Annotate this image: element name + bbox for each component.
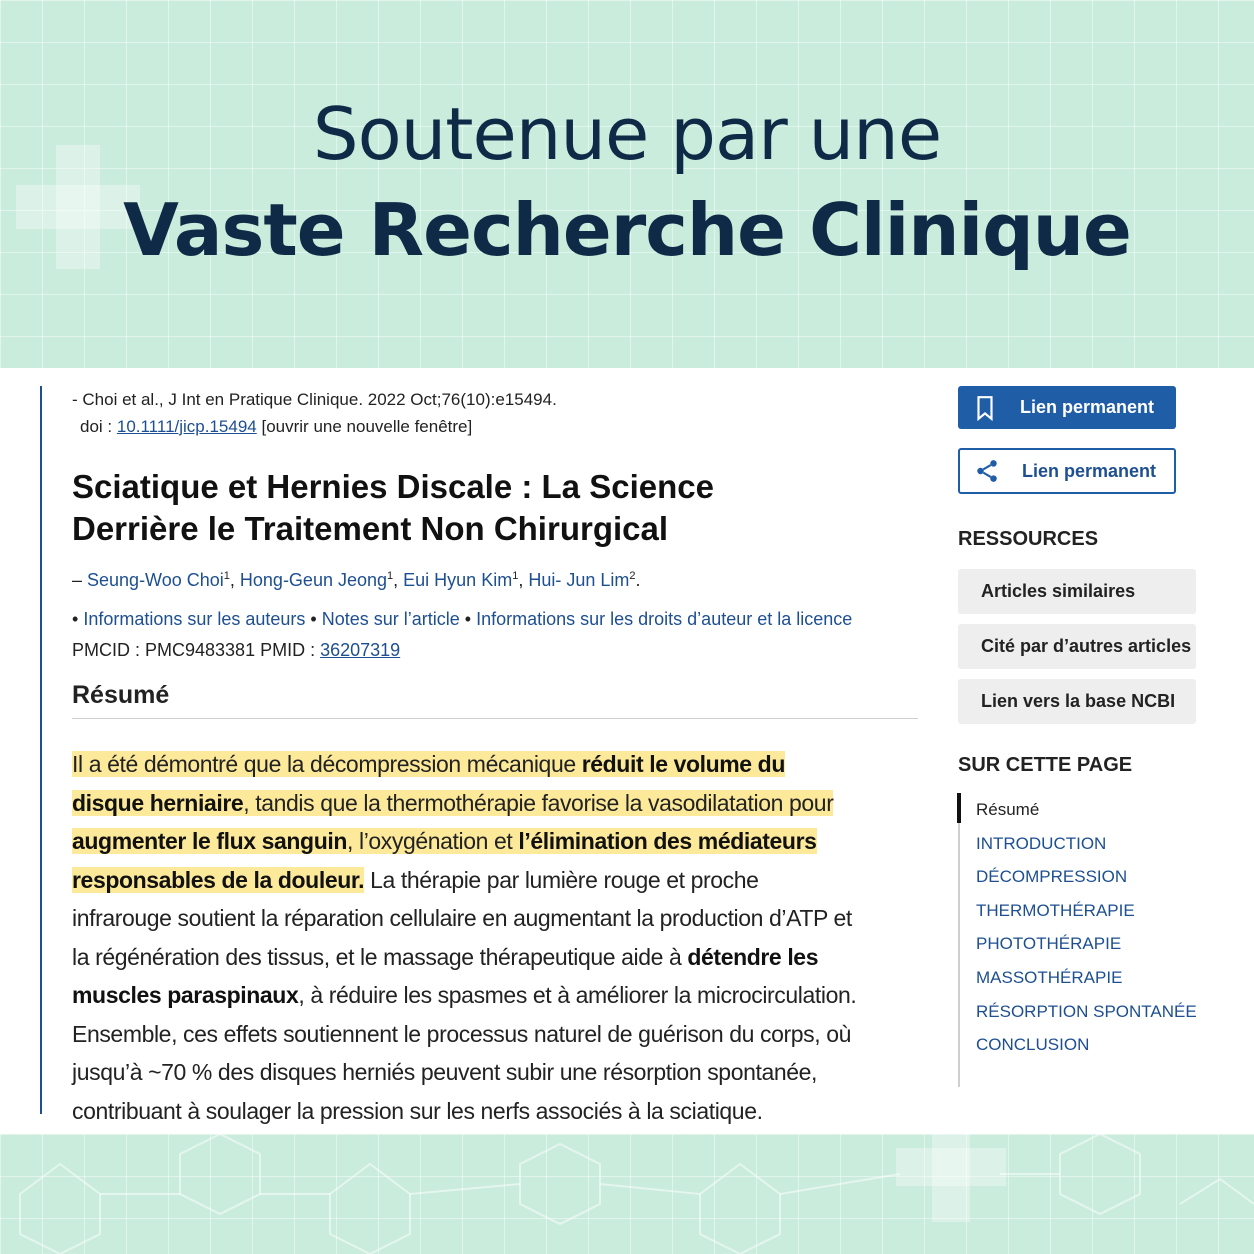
- table-of-contents: [958, 793, 1198, 1087]
- author-affil: 1: [223, 570, 230, 582]
- cited-by-button[interactable]: Cité par d’autres articles: [958, 624, 1196, 669]
- molecule-pattern-decoration: [0, 1134, 1254, 1254]
- author-affil: 2: [629, 570, 636, 582]
- toc-item-massotherapie[interactable]: MASSOTHÉRAPIE: [976, 967, 1123, 987]
- abstract-part: , tandis que la thermothérapie favorise la vasodilatation pour: [243, 789, 834, 816]
- article-panel: [0, 368, 1254, 1134]
- abstract-bold: l’élimination des médiateurs responsables de la douleur.: [72, 828, 817, 893]
- toc-item-introduction[interactable]: INTRODUCTION: [976, 833, 1107, 853]
- ncbi-link-button[interactable]: Lien vers la base NCBI: [958, 679, 1196, 724]
- toc-item-decompression[interactable]: DÉCOMPRESSION: [976, 867, 1128, 887]
- abstract-bold: augmenter le flux sanguin: [72, 828, 347, 854]
- toc-current-indicator: [957, 793, 961, 823]
- license-info-link[interactable]: Informations sur les droits d’auteur et la licence: [476, 609, 853, 629]
- toc-item-resorption[interactable]: RÉSORPTION SPONTANÉE: [976, 1001, 1197, 1021]
- hero-title-line1: Soutenue par une: [312, 92, 942, 176]
- toc-item-phototherapie[interactable]: PHOTOTHÉRAPIE: [976, 934, 1122, 954]
- pmcid-label: PMCID : PMC9483381 PMID :: [72, 640, 321, 660]
- doi-suffix: [ouvrir une nouvelle fenêtre]: [256, 417, 473, 436]
- abstract-text: [72, 745, 862, 1130]
- hero-title-line2: Vaste Recherche Clinique: [123, 188, 1131, 272]
- medical-cross-decoration: [896, 1112, 1006, 1222]
- permalink-label: Lien permanent: [1020, 397, 1155, 417]
- resources-heading: RESSOURCES: [958, 528, 1099, 550]
- pmid-link[interactable]: 36207319: [320, 640, 401, 660]
- toc-heading: SUR CETTE PAGE: [958, 754, 1133, 776]
- similar-articles-button[interactable]: Articles similaires: [958, 569, 1196, 614]
- author-link[interactable]: Hui- Jun Lim: [528, 570, 630, 590]
- toc-item-resume[interactable]: Résumé: [976, 800, 1040, 819]
- abstract-part: La thérapie par lumière rouge et proche infrarouge soutient la réparation cellulaire en augmentant la production d’ATP et la régénération des tissus, et le massage thérapeutique aide à: [72, 866, 852, 970]
- author-link[interactable]: Hong-Geun Jeong: [239, 570, 388, 590]
- sidebar: [958, 386, 1198, 1087]
- share-permalink-button[interactable]: [958, 448, 1176, 494]
- article-info-links: • Informations sur les auteurs • Notes sur l’article • Informations sur les droits d’auteur et la licence: [72, 609, 853, 629]
- article-notes-link[interactable]: Notes sur l’article: [321, 609, 460, 629]
- abstract-part: Il a été démontré que la décompression mécanique: [72, 751, 582, 777]
- author-link[interactable]: Seung-Woo Choi: [87, 570, 224, 590]
- toc-item-thermotherapie[interactable]: THERMOTHÉRAPIE: [976, 900, 1135, 920]
- permalink-button[interactable]: [958, 386, 1176, 429]
- abstract-bold: détendre les muscles paraspinaux: [72, 943, 819, 1008]
- doi-label: doi :: [80, 417, 117, 436]
- authors-prefix: –: [72, 570, 88, 590]
- doi-line: [72, 413, 920, 440]
- author-affil: 1: [387, 570, 394, 582]
- hero-title: [0, 86, 1254, 278]
- doi-link[interactable]: 10.1111/jicp.15494: [116, 417, 257, 436]
- citation: [72, 386, 920, 440]
- abstract-bold: réduit le volume du disque herniaire: [72, 751, 785, 816]
- author-link[interactable]: Eui Hyun Kim: [403, 570, 513, 590]
- author-list: – Seung-Woo Choi$^1$, Hong-Geun Jeong$^1$, Eui Hyun Kim$^1$, Hui- Jun Lim$^2$.: [72, 570, 641, 590]
- author-affil: 1: [512, 570, 519, 582]
- article-title: Sciatique et Hernies Discale : La Science Derrière le Traitement Non Chirurgical: [72, 468, 714, 547]
- share-permalink-label: Lien permanent: [1022, 460, 1157, 481]
- citation-line: - Choi et al., J Int en Pratique Clinique. 2022 Oct;76(10):e15494.: [72, 390, 557, 409]
- article-main: [40, 386, 920, 1124]
- share-icon: [974, 458, 1000, 484]
- section-heading: Résumé: [72, 681, 918, 719]
- toc-item-conclusion[interactable]: CONCLUSION: [976, 1035, 1090, 1055]
- bookmark-icon: [972, 395, 998, 421]
- abstract-part: , à réduire les spasmes et à améliorer la microcirculation. Ensemble, ces effets soutiennent le processus naturel de guérison du corps, où jusqu’à ~70 % des disques herniés peuvent subir une résorption spontanée, contribuant à soulager la pression sur les nerfs associés à la sciatique.: [72, 982, 857, 1124]
- abstract-part: , l’oxygénation et: [347, 828, 519, 854]
- author-info-link[interactable]: Informations sur les auteurs: [83, 609, 306, 629]
- article-ids: [72, 640, 920, 661]
